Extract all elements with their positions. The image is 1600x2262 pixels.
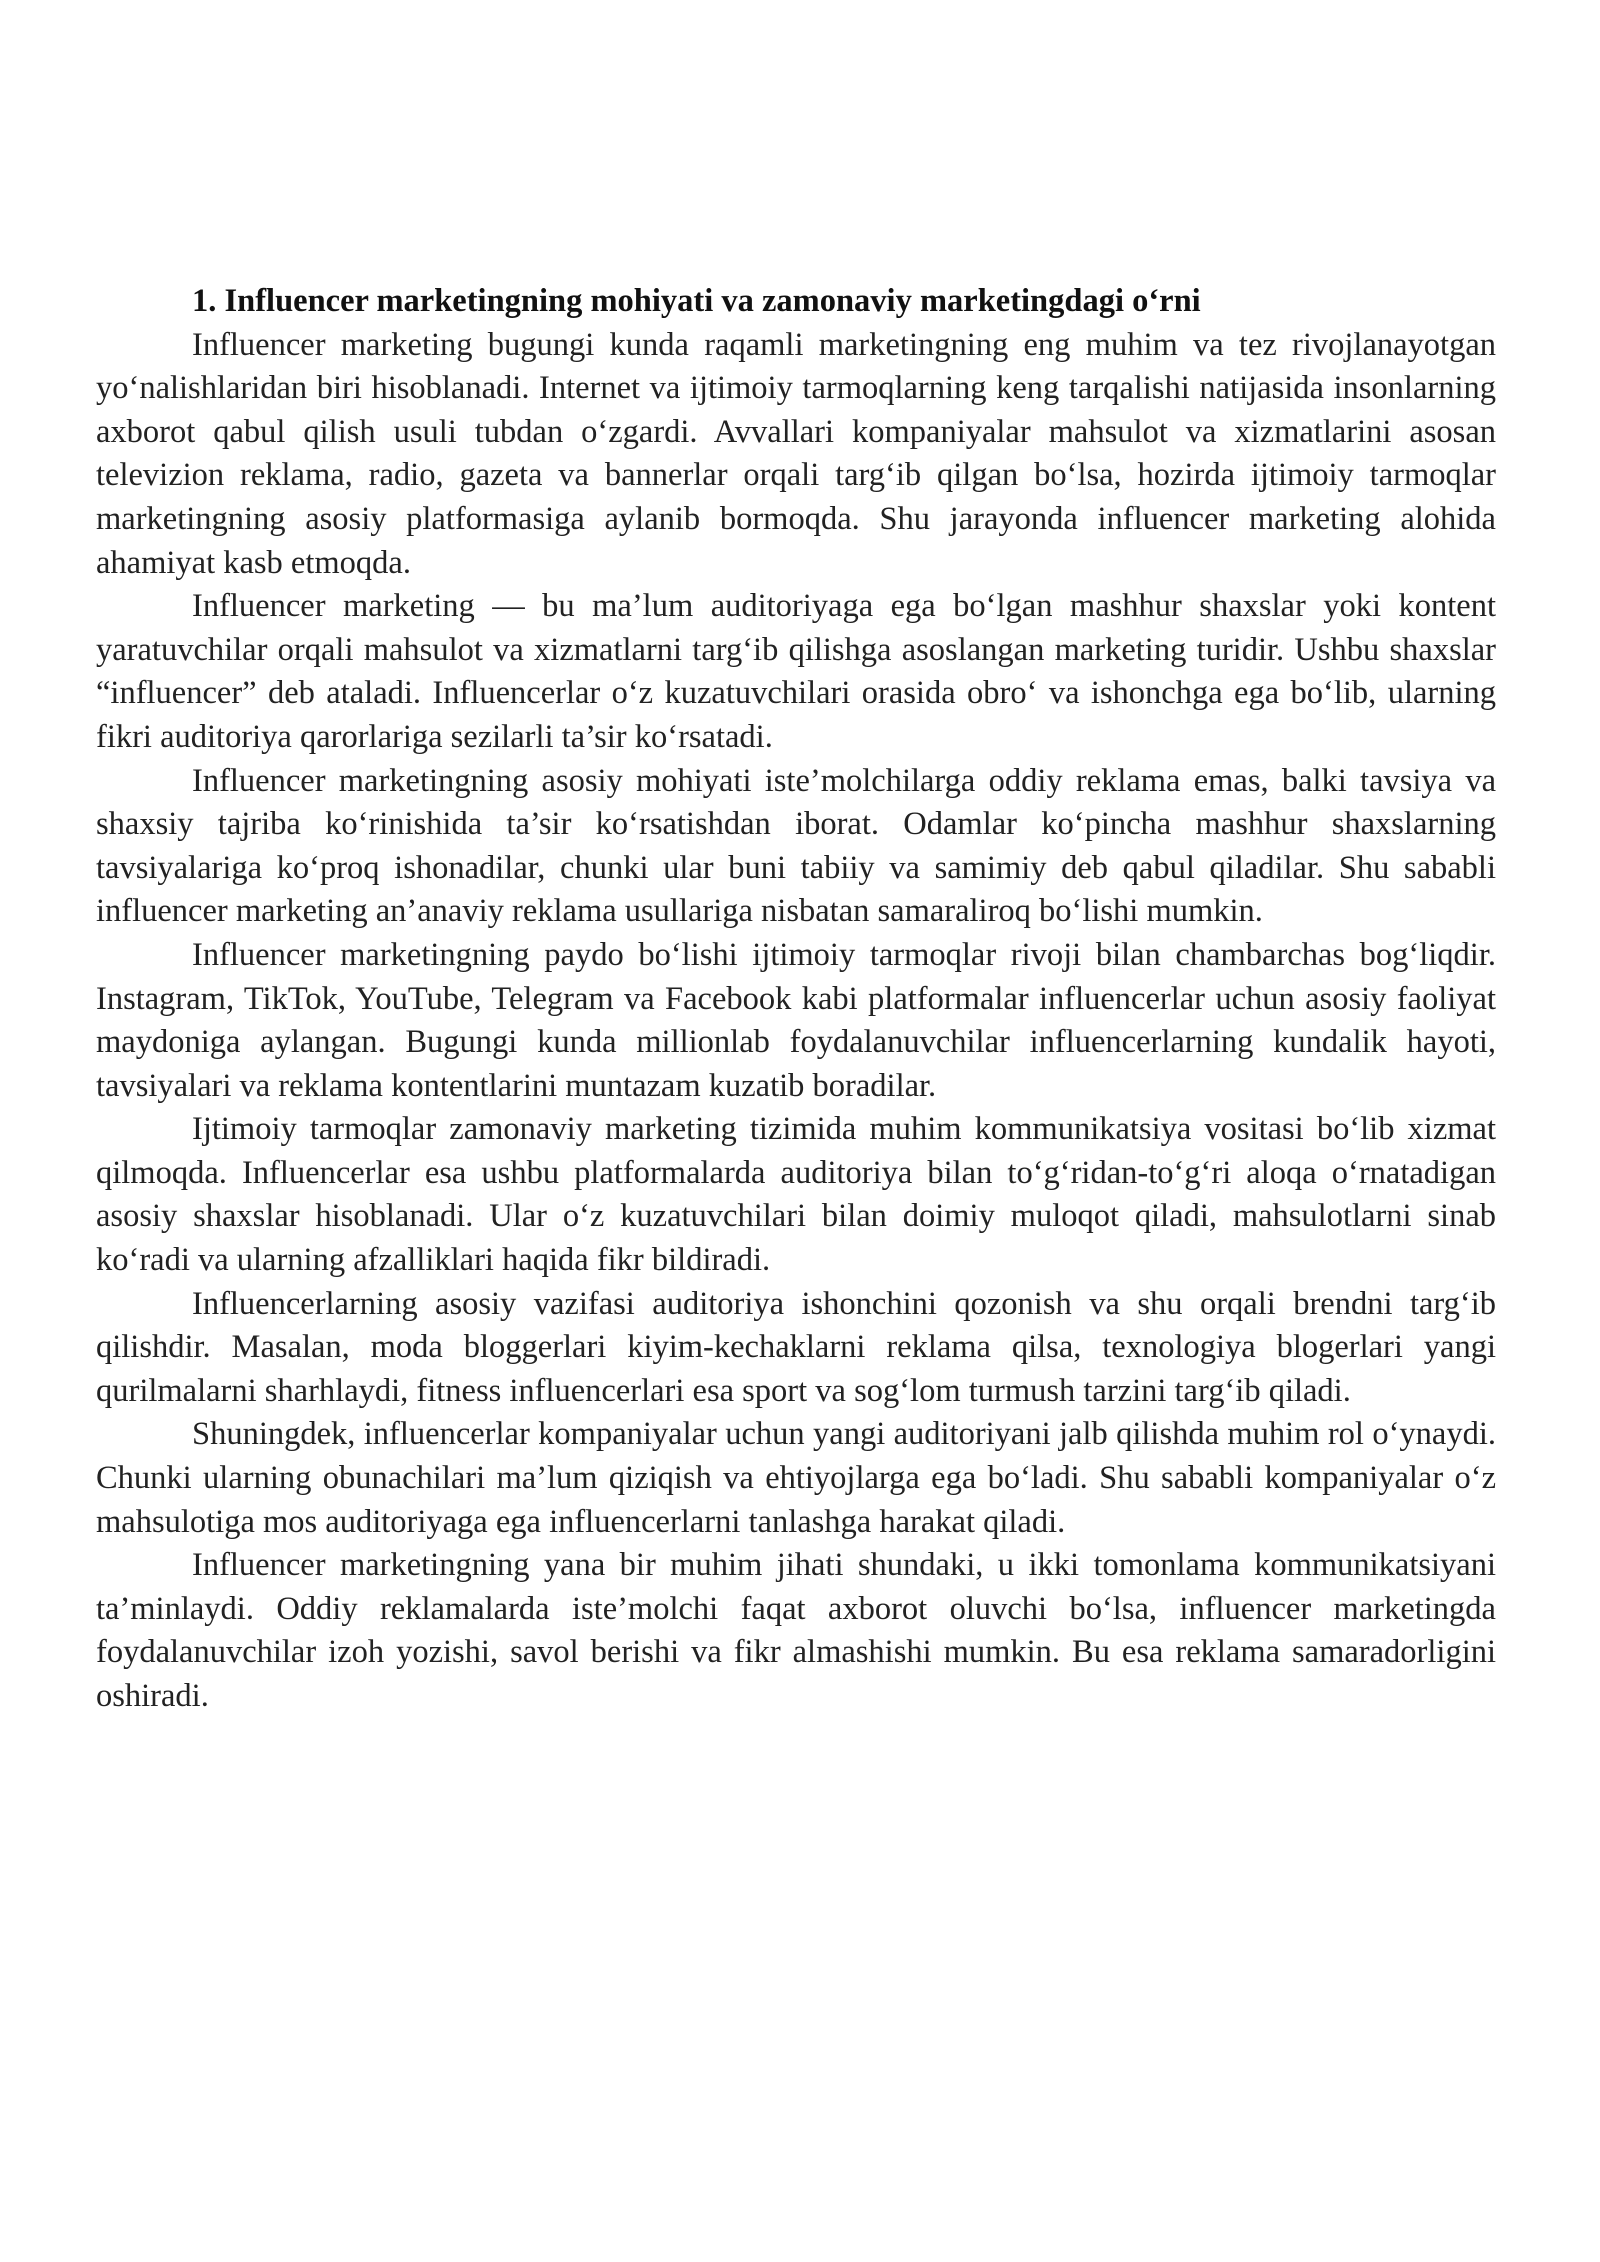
paragraph-8: Influencer marketingning yana bir muhim jihati shundaki, u ikki tomonlama kommunikatsiyani ta’minlaydi. Oddiy reklamalarda iste’molchi faqat axborot oluvchi bo‘lsa, influencer marketingda foydalanuvchilar izoh yozishi, savol berishi va fikr almashishi mumkin. Bu esa reklama samaradorligini oshiradi. (96, 1547, 1496, 1714)
paragraph-1: Influencer marketing bugungi kunda raqamli marketingning eng muhim va tez rivojlanayotgan yo‘nalishlaridan biri hisoblanadi. Internet va ijtimoiy tarmoqlarning keng tarqalishi natijasida insonlarning axborot qabul qilish usuli tubdan o‘zgardi. Avvallari kompaniyalar mahsulot va xizmatlarini asosan televizion reklama, radio, gazeta va bannerlar orqali targ‘ib qilgan bo‘lsa, hozirda ijtimoiy tarmoqlar marketingning asosiy platformasiga aylanib bormoqda. Shu jarayonda influencer marketing alohida ahamiyat kasb etmoqda. (96, 326, 1496, 581)
paragraph-5: Ijtimoiy tarmoqlar zamonaviy marketing tizimida muhim kommunikatsiya vositasi bo‘lib xizmat qilmoqda. Influencerlar esa ushbu platformalarda auditoriya bilan to‘g‘ridan-to‘g‘ri aloqa o‘rnatadigan asosiy shaxslar hisoblanadi. Ular o‘z kuzatuvchilari bilan doimiy muloqot qiladi, mahsulotlarni sinab ko‘radi va ularning afzalliklari haqida fikr bildiradi. (96, 1111, 1496, 1279)
document-page (96, 280, 1496, 1719)
paragraph-2: Influencer marketing — bu ma’lum auditoriyaga ega bo‘lgan mashhur shaxslar yoki kontent yaratuvchilar orqali mahsulot va xizmatlarni targ‘ib qilishga asoslangan marketing turidir. Ushbu shaxslar “influencer” deb ataladi. Influencerlar o‘z kuzatuvchilari orasida obro‘ va ishonchga ega bo‘lib, ularning fikri auditoriya qarorlariga sezilarli ta’sir ko‘rsatadi. (96, 588, 1496, 755)
section-heading: 1. Influencer marketingning mohiyati va zamonaviy marketingdagi o‘rni (192, 283, 1201, 319)
paragraph-3: Influencer marketingning asosiy mohiyati iste’molchilarga oddiy reklama emas, balki tavsiya va shaxsiy tajriba ko‘rinishida ta’sir ko‘rsatishdan iborat. Odamlar ko‘pincha mashhur shaxslarning tavsiyalariga ko‘proq ishonadilar, chunki ular buni tabiiy va samimiy deb qabul qiladilar. Shu sababli influencer marketing an’anaviy reklama usullariga nisbatan samaraliroq bo‘lishi mumkin. (96, 762, 1496, 930)
paragraph-4: Influencer marketingning paydo bo‘lishi ijtimoiy tarmoqlar rivoji bilan chambarchas bog‘liqdir. Instagram, TikTok, YouTube, Telegram va Facebook kabi platformalar influencerlar uchun asosiy faoliyat maydoniga aylangan. Bugungi kunda millionlab foydalanuvchilar influencerlarning kundalik hayoti, tavsiyalari va reklama kontentlarini muntazam kuzatib boradilar. (96, 936, 1496, 1104)
paragraph-6: Influencerlarning asosiy vazifasi auditoriya ishonchini qozonish va shu orqali brendni targ‘ib qilishdir. Masalan, moda bloggerlari kiyim-kechaklarni reklama qilsa, texnologiya blogerlari yangi qurilmalarni sharhlaydi, fitness influencerlari esa sport va sog‘lom turmush tarzini targ‘ib qiladi. (96, 1285, 1496, 1409)
paragraph-7: Shuningdek, influencerlar kompaniyalar uchun yangi auditoriyani jalb qilishda muhim rol o‘ynaydi. Chunki ularning obunachilari ma’lum qiziqish va ehtiyojlarga ega bo‘ladi. Shu sababli kompaniyalar o‘z mahsulotiga mos auditoriyaga ega influencerlarni tanlashga harakat qiladi. (96, 1416, 1496, 1540)
